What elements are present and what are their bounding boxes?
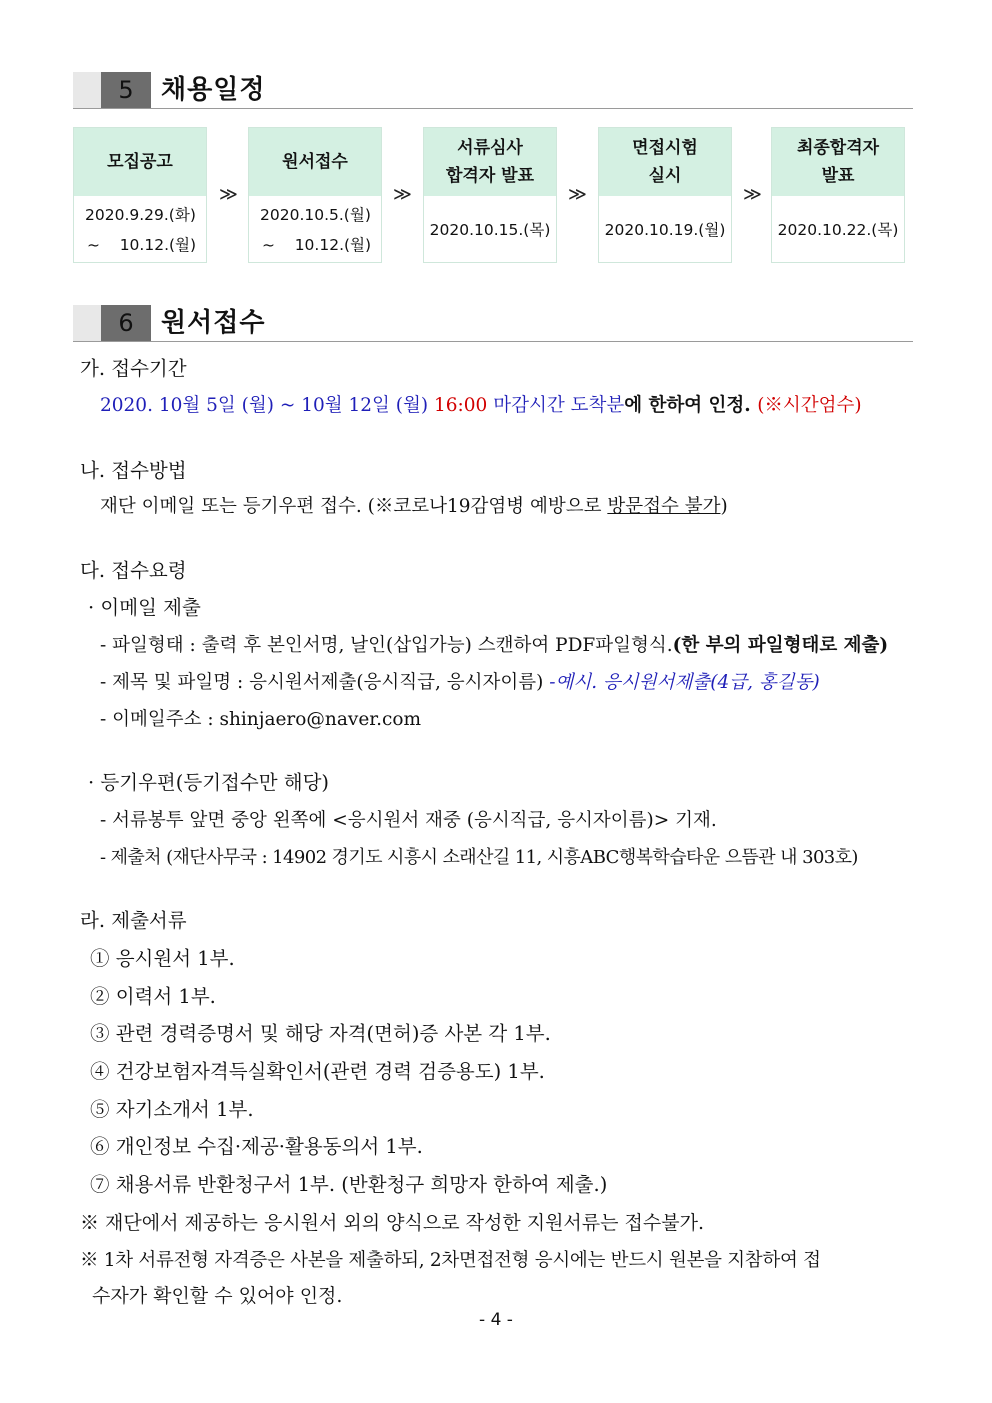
step-date: 2020.10.15.(목) xyxy=(429,220,551,239)
document-item: ③ 관련 경력증명서 및 해당 자격(면허)증 사본 각 1부. xyxy=(90,1022,551,1045)
step-body xyxy=(772,196,904,263)
file-name-line xyxy=(100,670,820,696)
subheading-guidelines: 다. 접수요령 xyxy=(80,559,187,582)
document-item: ⑥ 개인정보 수집·제공·활용동의서 1부. xyxy=(90,1135,423,1158)
method-tail: ) xyxy=(720,496,728,517)
section-5-header xyxy=(73,72,913,109)
arrow-icon: ≫ xyxy=(568,184,587,205)
document-item: ⑦ 채용서류 반환청구서 1부. (반환청구 희망자 한하여 제출.) xyxy=(90,1173,608,1196)
arrow-icon: ≫ xyxy=(393,184,412,205)
subheading-documents: 라. 제출서류 xyxy=(80,909,187,932)
step-title: 원서접수 xyxy=(282,152,348,172)
document-item: ② 이력서 1부. xyxy=(90,985,216,1008)
schedule-step-final-result xyxy=(771,127,905,263)
note-original-required: ※ 1차 서류전형 자격증은 사본을 제출하되, 2차면접전형 응시에는 반드시 원본을 지참하여 접 xyxy=(80,1250,821,1271)
file-format-note: (한 부의 파일형태로 제출) xyxy=(672,635,889,656)
step-head xyxy=(249,128,381,196)
period-dates: 2020. 10월 5일 (월) ~ 10월 12일 (월) xyxy=(100,395,434,416)
subheading-period: 가. 접수기간 xyxy=(80,357,187,380)
email-address: - 이메일주소 : shinjaero@naver.com xyxy=(100,709,421,730)
schedule-step-recruit-notice xyxy=(73,127,207,263)
step-date-start: 2020.10.5.(월) xyxy=(260,205,371,224)
step-title: 면접시험 xyxy=(632,138,698,158)
step-body xyxy=(249,196,381,263)
file-name-text: - 제목 및 파일명 : 응시원서제출(응시직급, 응시자이름) xyxy=(100,672,550,693)
step-title: 최종합격자 xyxy=(796,138,880,158)
time-strict-note: (※시간엄수) xyxy=(757,395,862,416)
section-decor xyxy=(73,305,101,341)
file-format-text: - 파일형태 : 출력 후 본인서명, 날인(삽입가능) 스캔하여 PDF파일형식. xyxy=(100,635,673,656)
section-6-header xyxy=(73,305,913,342)
envelope-instruction: - 서류봉투 앞면 중앙 왼쪽에 <응시원서 재중 (응시직급, 응시자이름)> 기재. xyxy=(100,810,717,831)
section-decor xyxy=(73,72,101,108)
section-title: 채용일정 xyxy=(161,75,266,105)
section-number: 6 xyxy=(101,305,151,341)
file-format-line xyxy=(100,633,888,659)
registered-mail-bullet: · 등기우편(등기접수만 해당) xyxy=(88,771,330,794)
subheading-method: 나. 접수방법 xyxy=(80,459,187,482)
step-subtitle: 합격자 발표 xyxy=(445,166,535,186)
step-subtitle: 실시 xyxy=(648,166,682,186)
mailing-address: - 제출처 (재단사무국 : 14902 경기도 시흥시 소래산길 11, 시흥ABC행복학습타운 으뜸관 내 303호) xyxy=(100,847,858,868)
schedule-step-interview xyxy=(598,127,732,263)
step-head xyxy=(599,128,731,196)
deadline-label: 마감시간 도착분 xyxy=(487,395,625,416)
section-title: 원서접수 xyxy=(161,308,266,338)
file-name-example: -예시. 응시원서제출(4급, 홍길동) xyxy=(549,672,820,693)
step-head xyxy=(424,128,556,196)
step-date: 2020.10.22.(목) xyxy=(777,220,899,239)
step-head xyxy=(74,128,206,196)
document-item: ⑤ 자기소개서 1부. xyxy=(90,1098,254,1121)
method-text: 재단 이메일 또는 등기우편 접수. (※코로나19감염병 예방으로 xyxy=(100,496,608,517)
note-format: ※ 재단에서 제공하는 응시원서 외의 양식으로 작성한 지원서류는 접수불가. xyxy=(80,1212,704,1234)
step-body xyxy=(74,196,206,263)
arrow-icon: ≫ xyxy=(219,184,238,205)
deadline-time: 16:00 xyxy=(434,395,488,416)
note-original-required-cont: 수자가 확인할 수 있어야 인정. xyxy=(92,1285,343,1307)
document-item: ① 응시원서 1부. xyxy=(90,947,235,970)
step-date: 2020.10.19.(월) xyxy=(604,220,726,239)
step-title: 모집공고 xyxy=(107,152,173,172)
email-submission-bullet: · 이메일 제출 xyxy=(88,596,201,619)
document-item: ④ 건강보험자격득실확인서(관련 경력 검증용도) 1부. xyxy=(90,1060,545,1083)
period-detail xyxy=(100,393,862,419)
step-body xyxy=(424,196,556,263)
step-date-start: 2020.9.29.(화) xyxy=(85,205,196,224)
step-date-end: ~ 10.12.(월) xyxy=(262,235,372,254)
step-subtitle: 발표 xyxy=(821,166,855,186)
schedule-step-application xyxy=(248,127,382,263)
step-body xyxy=(599,196,731,263)
page-number: - 4 - xyxy=(479,1310,513,1330)
period-condition: 에 한하여 인정. xyxy=(624,395,758,416)
arrow-icon: ≫ xyxy=(743,184,762,205)
schedule-step-document-result xyxy=(423,127,557,263)
method-detail xyxy=(100,494,728,520)
section-number: 5 xyxy=(101,72,151,108)
no-visit-note: 방문접수 불가 xyxy=(607,496,721,517)
step-head xyxy=(772,128,904,196)
step-title: 서류심사 xyxy=(457,138,523,158)
step-date-end: ~ 10.12.(월) xyxy=(87,235,197,254)
